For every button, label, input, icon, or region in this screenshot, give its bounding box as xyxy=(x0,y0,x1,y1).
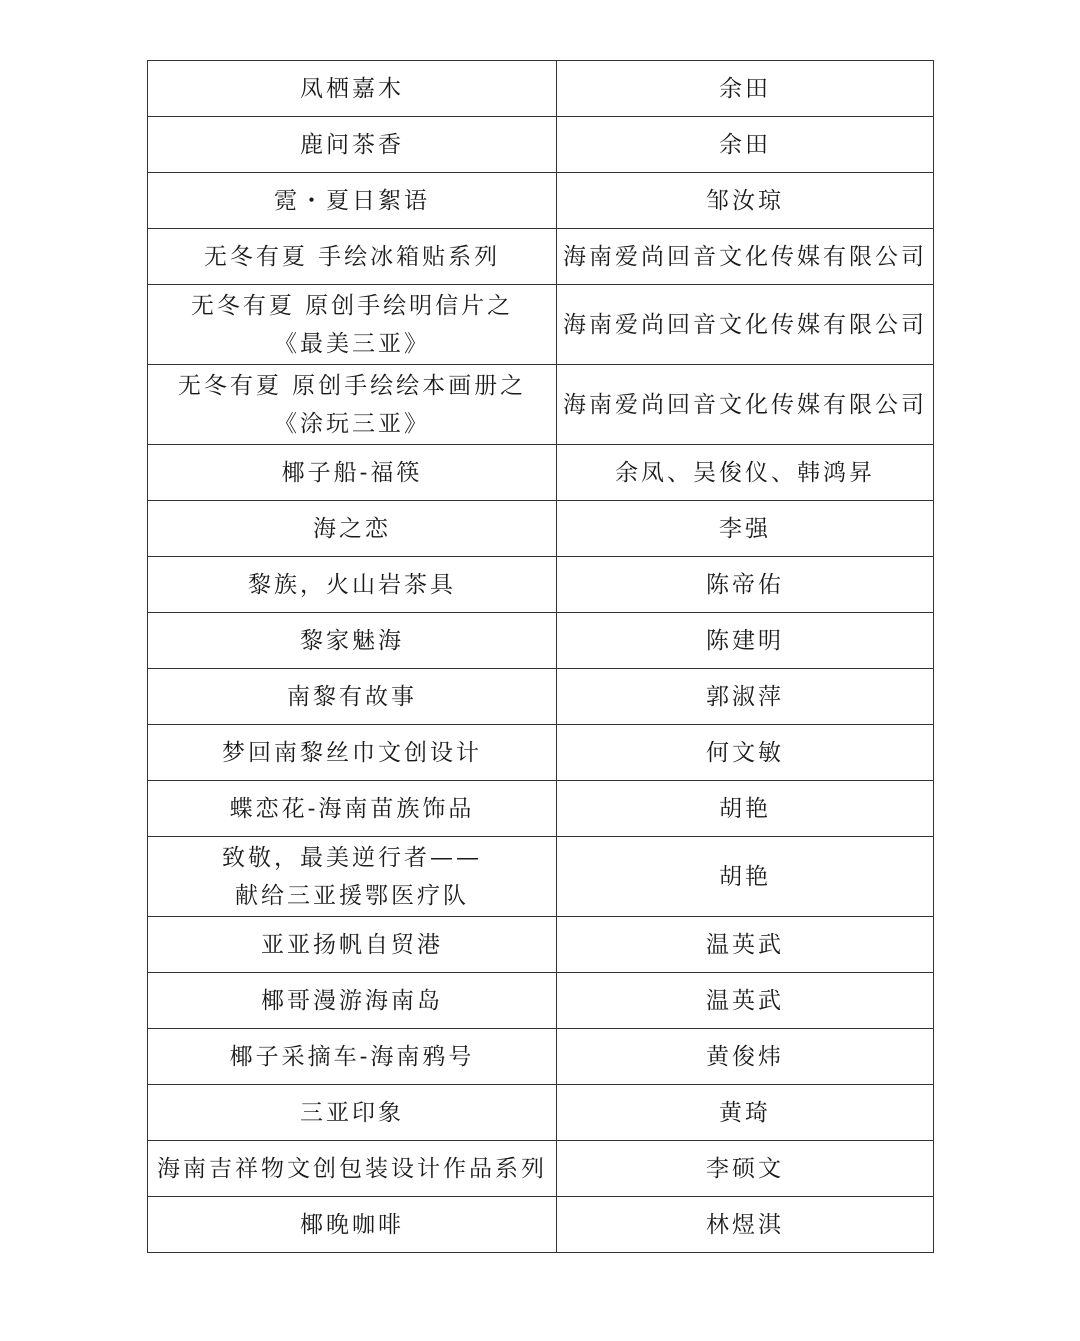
author-cell: 黄俊炜 xyxy=(557,1029,934,1085)
work-title-line: 无冬有夏 手绘冰箱贴系列 xyxy=(203,243,501,270)
work-title-cell xyxy=(148,285,557,365)
work-title-cell xyxy=(148,501,557,557)
table-row xyxy=(148,501,934,557)
works-table-body xyxy=(148,61,934,1253)
table-row xyxy=(148,725,934,781)
author-cell: 海南爱尚回音文化传媒有限公司 xyxy=(557,285,934,365)
work-title-line: 无冬有夏 原创手绘明信片之 xyxy=(190,292,514,319)
work-title-line: 致敬，最美逆行者—— xyxy=(222,844,482,871)
document-sheet xyxy=(147,60,933,1253)
author-cell: 胡艳 xyxy=(557,781,934,837)
work-title-line: 蝶恋花-海南苗族饰品 xyxy=(229,795,475,822)
author-cell: 余田 xyxy=(557,61,934,117)
work-title-line: 鹿问茶香 xyxy=(300,131,404,158)
author-cell: 何文敏 xyxy=(557,725,934,781)
table-row xyxy=(148,669,934,725)
work-title-line: 椰子船-福筷 xyxy=(281,459,423,486)
work-title-cell xyxy=(148,669,557,725)
author-cell: 林煜淇 xyxy=(557,1197,934,1253)
work-title-cell xyxy=(148,781,557,837)
work-title-cell xyxy=(148,365,557,445)
work-title-cell xyxy=(148,917,557,973)
table-row xyxy=(148,1085,934,1141)
work-title-line: 三亚印象 xyxy=(300,1099,404,1126)
work-title-cell xyxy=(148,1197,557,1253)
table-row xyxy=(148,117,934,173)
work-title-line: 霓・夏日絮语 xyxy=(274,187,430,214)
table-row xyxy=(148,613,934,669)
author-cell: 海南爱尚回音文化传媒有限公司 xyxy=(557,365,934,445)
author-cell: 黄琦 xyxy=(557,1085,934,1141)
work-title-line: 梦回南黎丝巾文创设计 xyxy=(222,739,482,766)
work-title-line: 黎族，火山岩茶具 xyxy=(248,571,456,598)
work-title-line: 亚亚扬帆自贸港 xyxy=(261,931,443,958)
author-cell: 温英武 xyxy=(557,917,934,973)
author-cell: 李硕文 xyxy=(557,1141,934,1197)
work-title-cell xyxy=(148,613,557,669)
author-cell: 郭淑萍 xyxy=(557,669,934,725)
work-title-cell xyxy=(148,117,557,173)
work-title-cell xyxy=(148,229,557,285)
author-cell: 余田 xyxy=(557,117,934,173)
works-table xyxy=(147,60,934,1253)
author-cell: 胡艳 xyxy=(557,837,934,917)
table-row xyxy=(148,837,934,917)
work-title-cell xyxy=(148,1141,557,1197)
work-title-line: 黎家魅海 xyxy=(300,627,404,654)
work-title-line: 椰晚咖啡 xyxy=(300,1211,404,1238)
work-title-line: 椰子采摘车-海南鸦号 xyxy=(229,1043,475,1070)
work-title-line: 《最美三亚》 xyxy=(274,330,430,357)
work-title-line: 凤栖嘉木 xyxy=(300,75,404,102)
author-cell: 陈建明 xyxy=(557,613,934,669)
work-title-cell xyxy=(148,557,557,613)
table-row xyxy=(148,917,934,973)
work-title-cell xyxy=(148,725,557,781)
work-title-line: 海南吉祥物文创包装设计作品系列 xyxy=(157,1155,547,1182)
work-title-line: 椰哥漫游海南岛 xyxy=(261,987,443,1014)
work-title-cell xyxy=(148,173,557,229)
author-cell: 海南爱尚回音文化传媒有限公司 xyxy=(557,229,934,285)
author-cell: 邹汝琼 xyxy=(557,173,934,229)
table-row xyxy=(148,229,934,285)
author-cell: 余凤、吴俊仪、韩鸿昇 xyxy=(557,445,934,501)
work-title-cell xyxy=(148,61,557,117)
table-row xyxy=(148,1197,934,1253)
table-row xyxy=(148,1029,934,1085)
table-row xyxy=(148,973,934,1029)
work-title-cell xyxy=(148,1029,557,1085)
author-cell: 温英武 xyxy=(557,973,934,1029)
table-row xyxy=(148,557,934,613)
table-row xyxy=(148,285,934,365)
author-cell: 李强 xyxy=(557,501,934,557)
table-row xyxy=(148,173,934,229)
work-title-line: 献给三亚援鄂医疗队 xyxy=(235,882,469,909)
work-title-line: 无冬有夏 原创手绘绘本画册之 xyxy=(177,372,527,399)
table-row xyxy=(148,445,934,501)
work-title-cell xyxy=(148,1085,557,1141)
work-title-cell xyxy=(148,445,557,501)
table-row xyxy=(148,61,934,117)
work-title-line: 海之恋 xyxy=(313,515,391,542)
work-title-line: 《涂玩三亚》 xyxy=(274,410,430,437)
table-row xyxy=(148,781,934,837)
work-title-line: 南黎有故事 xyxy=(287,683,417,710)
table-row xyxy=(148,1141,934,1197)
table-row xyxy=(148,365,934,445)
work-title-cell xyxy=(148,973,557,1029)
author-cell: 陈帝佑 xyxy=(557,557,934,613)
work-title-cell xyxy=(148,837,557,917)
